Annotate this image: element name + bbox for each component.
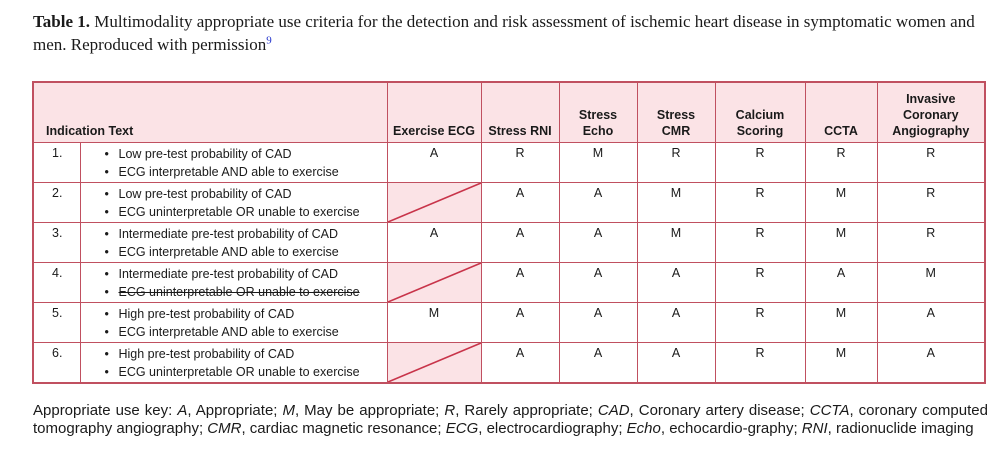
header-stress-cmr: Stress CMR <box>637 82 715 143</box>
indication-line <box>105 203 383 221</box>
bullet-icon: • <box>104 205 109 219</box>
header-indication: Indication Text <box>33 82 387 143</box>
key-abbreviation: CMR <box>207 420 242 437</box>
indication-line-text: High pre-test probability of CAD <box>118 347 295 361</box>
table-caption <box>33 10 983 56</box>
indication-line <box>105 345 383 363</box>
key-text: , cardiac magnetic resonance; <box>241 420 446 437</box>
table-row <box>33 303 985 343</box>
rating-cell: R <box>637 143 715 183</box>
rating-cell: M <box>877 263 985 303</box>
table-row <box>33 263 985 303</box>
bullet-icon: • <box>104 227 109 241</box>
table-row <box>33 143 985 183</box>
rating-cell: M <box>805 183 877 223</box>
bullet-icon: • <box>104 365 109 379</box>
rating-cell: R <box>877 223 985 263</box>
rating-cell: M <box>387 303 481 343</box>
rating-cell: M <box>805 303 877 343</box>
bullet-icon: • <box>104 325 109 339</box>
rating-cell: R <box>877 183 985 223</box>
rating-cell: M <box>637 223 715 263</box>
indication-text <box>80 223 387 263</box>
indication-line <box>105 363 383 381</box>
indication-line-text: ECG interpretable AND able to exercise <box>118 245 339 259</box>
indication-text <box>80 303 387 343</box>
rating-cell: A <box>637 343 715 384</box>
not-applicable-cell <box>387 263 481 303</box>
key-text: , Appropriate; <box>187 402 283 419</box>
indication-line-text: ECG uninterpretable OR unable to exercise <box>118 205 360 219</box>
rating-cell: A <box>559 263 637 303</box>
rating-cell: R <box>715 143 805 183</box>
key-abbreviation: M <box>282 402 295 419</box>
rating-cell: A <box>559 223 637 263</box>
rating-cell: R <box>877 143 985 183</box>
rating-cell: M <box>805 223 877 263</box>
header-exercise-ecg: Exercise ECG <box>387 82 481 143</box>
rating-cell: A <box>877 343 985 384</box>
rating-cell: A <box>877 303 985 343</box>
rating-cell: R <box>715 303 805 343</box>
row-number: 3. <box>33 223 80 263</box>
indication-line <box>105 283 383 301</box>
key-text: , May be appropriate; <box>294 402 445 419</box>
rating-cell: A <box>387 143 481 183</box>
indication-line-text: ECG interpretable AND able to exercise <box>118 325 339 339</box>
table-row <box>33 183 985 223</box>
rating-cell: A <box>481 303 559 343</box>
indication-line-text: Low pre-test probability of CAD <box>118 187 292 201</box>
rating-cell: A <box>481 183 559 223</box>
header-row <box>33 82 985 143</box>
row-number: 4. <box>33 263 80 303</box>
rating-cell: R <box>715 343 805 384</box>
indication-line <box>105 265 383 283</box>
indication-line <box>105 145 383 163</box>
key-abbreviation: R <box>444 402 456 419</box>
bullet-icon: • <box>104 147 109 161</box>
diagonal-slash-icon <box>388 343 481 382</box>
header-ccta: CCTA <box>805 82 877 143</box>
key-text: , Coronary artery disease; <box>629 402 810 419</box>
rating-cell: A <box>637 303 715 343</box>
indication-line <box>105 323 383 341</box>
key-abbreviation: A <box>177 402 188 419</box>
bullet-icon: • <box>104 307 109 321</box>
rating-cell: A <box>805 263 877 303</box>
rating-cell: R <box>715 183 805 223</box>
indication-line-text: ECG uninterpretable OR unable to exercise <box>118 285 360 299</box>
header-stress-rni: Stress RNI <box>481 82 559 143</box>
indication-line <box>105 163 383 181</box>
caption-label: Table 1. <box>33 12 91 31</box>
row-number: 1. <box>33 143 80 183</box>
indication-line-text: High pre-test probability of CAD <box>118 307 295 321</box>
reference-link[interactable]: 9 <box>266 34 272 47</box>
rating-cell: A <box>637 263 715 303</box>
key-text: Appropriate use key: <box>33 402 178 419</box>
bullet-icon: • <box>104 267 109 281</box>
rating-cell: A <box>559 343 637 384</box>
key-abbreviation: CAD <box>597 402 630 419</box>
rating-cell: A <box>481 263 559 303</box>
key-text: , coronary computed tomography angiography; <box>33 402 988 437</box>
row-number: 6. <box>33 343 80 384</box>
indication-text <box>80 143 387 183</box>
indication-line-text: Intermediate pre-test probability of CAD <box>118 227 339 241</box>
header-calcium-scoring: Calcium Scoring <box>715 82 805 143</box>
bullet-icon: • <box>104 165 109 179</box>
key-abbreviation: Echo <box>626 420 661 437</box>
rating-cell: R <box>715 263 805 303</box>
bullet-icon: • <box>104 187 109 201</box>
key-abbreviation: CCTA <box>809 402 850 419</box>
key-abbreviation: RNI <box>801 420 828 437</box>
table-row <box>33 223 985 263</box>
indication-line-text: Low pre-test probability of CAD <box>118 147 292 161</box>
rating-cell: M <box>559 143 637 183</box>
not-applicable-cell <box>387 183 481 223</box>
indication-line-text: Intermediate pre-test probability of CAD <box>118 267 339 281</box>
indication-text <box>80 343 387 384</box>
indication-line <box>105 185 383 203</box>
row-number: 5. <box>33 303 80 343</box>
caption-text: Multimodality appropriate use criteria for the detection and risk assessment of ischemic heart disease in symptomatic women and men. Reproduced with permission <box>33 12 975 54</box>
indication-text <box>80 263 387 303</box>
rating-cell: A <box>387 223 481 263</box>
key-text: , echocardio-graphy; <box>660 420 802 437</box>
indication-line <box>105 305 383 323</box>
rating-cell: M <box>805 343 877 384</box>
rating-cell: A <box>481 343 559 384</box>
key-text: , radionuclide imaging <box>827 420 974 437</box>
key-abbreviation: ECG <box>445 420 479 437</box>
indication-text <box>80 183 387 223</box>
not-applicable-cell <box>387 343 481 384</box>
key-text: , electrocardiography; <box>478 420 627 437</box>
indication-line <box>105 225 383 243</box>
bullet-icon: • <box>104 347 109 361</box>
rating-cell: R <box>481 143 559 183</box>
key-text: , Rarely appropriate; <box>455 402 598 419</box>
indication-line <box>105 243 383 261</box>
indication-line-text: ECG uninterpretable OR unable to exercise <box>118 365 360 379</box>
header-stress-echo: Stress Echo <box>559 82 637 143</box>
indication-line-text: ECG interpretable AND able to exercise <box>118 165 339 179</box>
diagonal-slash-icon <box>388 263 481 302</box>
bullet-icon: • <box>104 285 109 299</box>
rating-cell: A <box>559 303 637 343</box>
rating-cell: A <box>481 223 559 263</box>
diagonal-slash-icon <box>388 183 481 222</box>
bullet-icon: • <box>104 245 109 259</box>
row-number: 2. <box>33 183 80 223</box>
rating-cell: A <box>559 183 637 223</box>
header-invasive-angiography: Invasive Coronary Angiography <box>877 82 985 143</box>
appropriate-use-table <box>32 81 986 384</box>
rating-cell: R <box>715 223 805 263</box>
rating-cell: R <box>805 143 877 183</box>
table-row <box>33 343 985 384</box>
appropriate-use-key <box>33 402 988 438</box>
rating-cell: M <box>637 183 715 223</box>
